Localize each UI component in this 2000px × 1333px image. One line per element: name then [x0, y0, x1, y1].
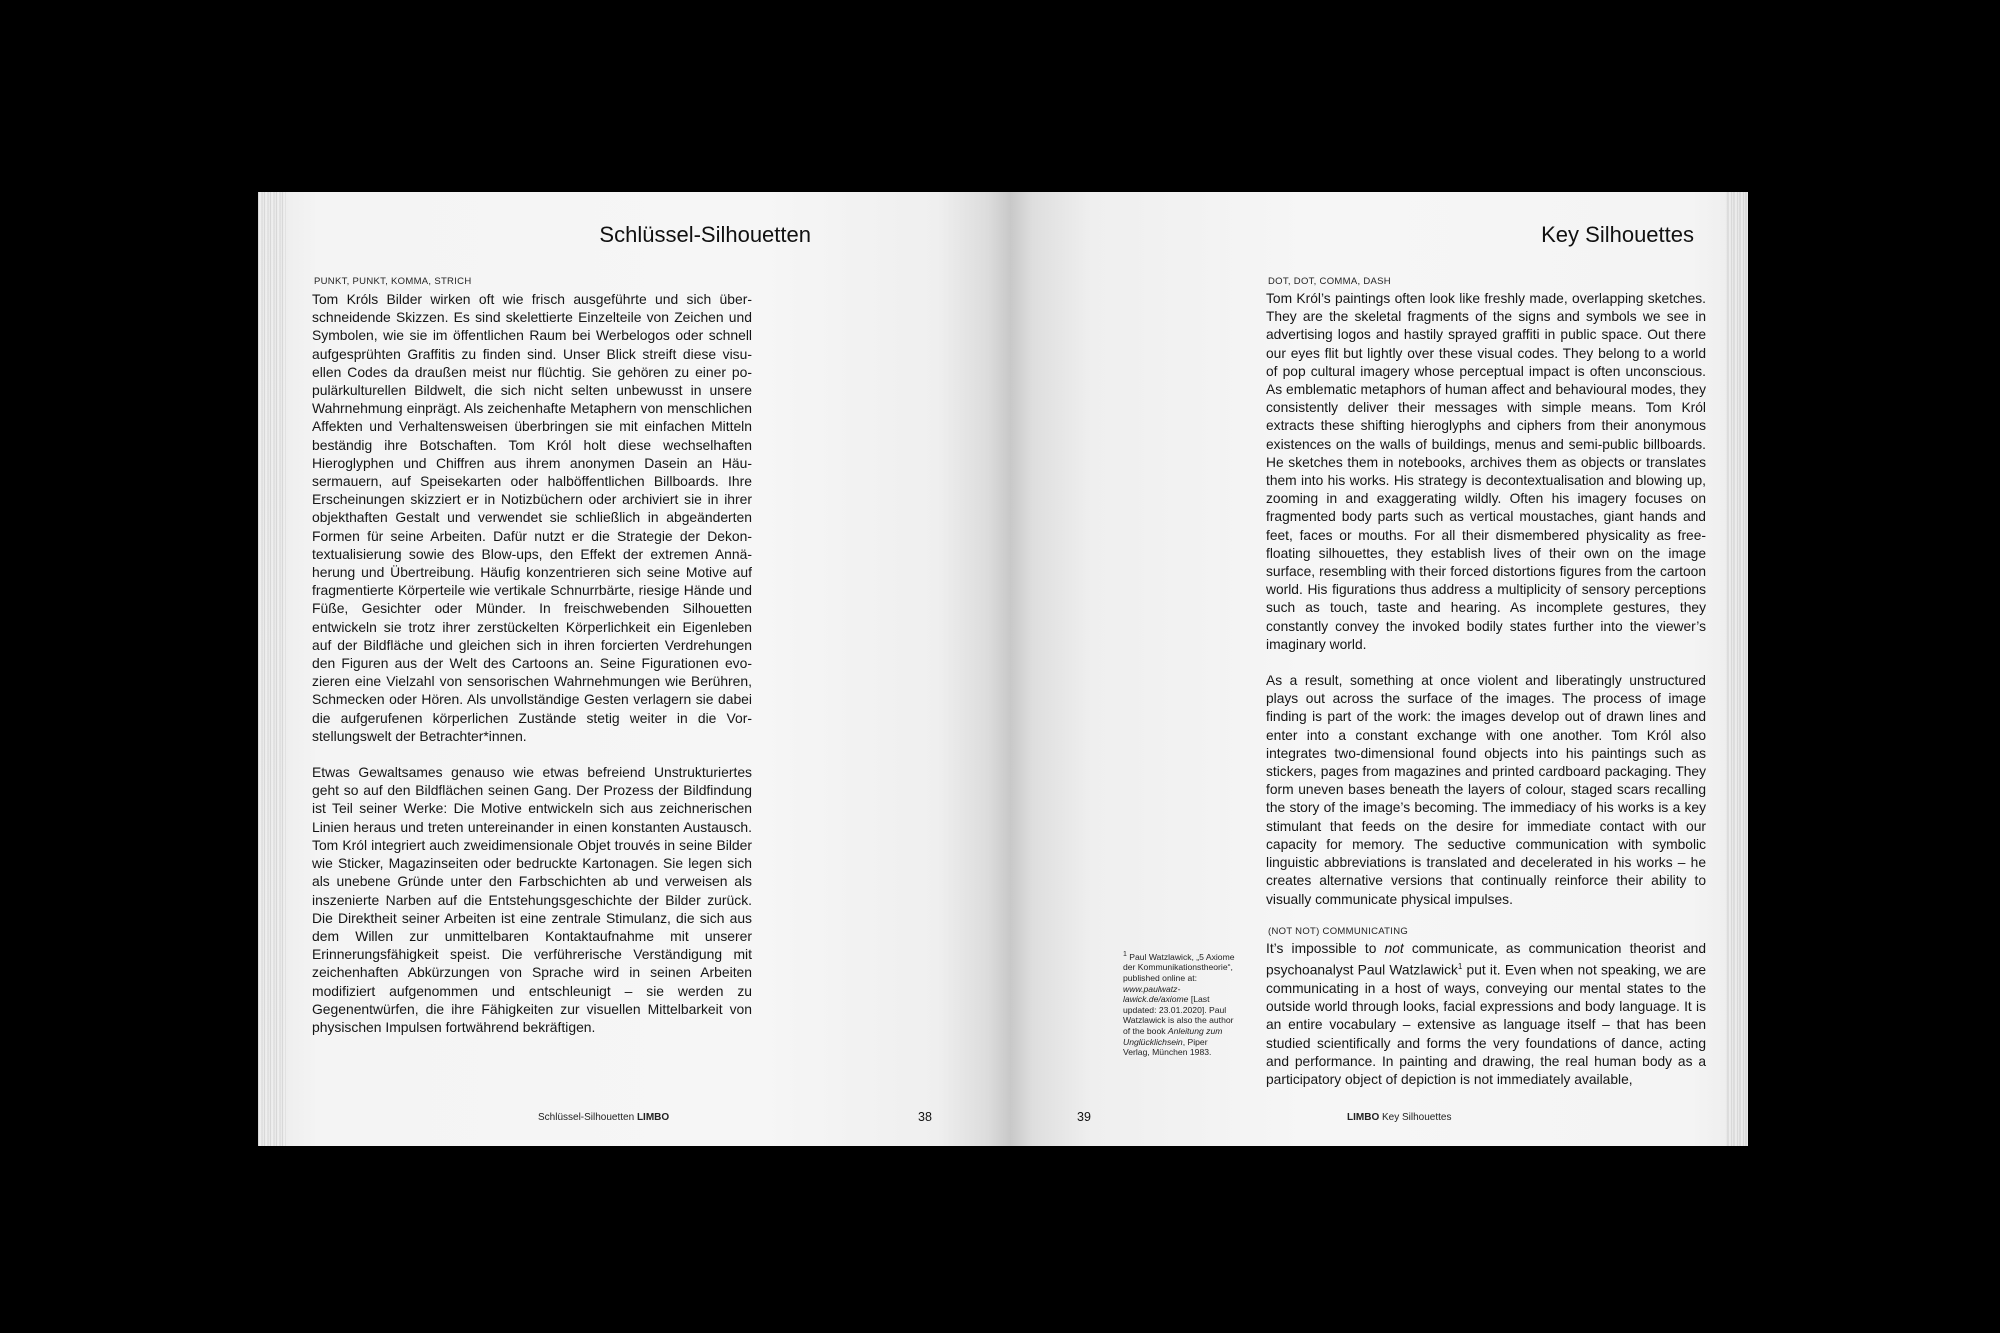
paragraph: Tom Król’s paintings often look like freshly made, overlapping sketches. They are the skeletal fragments of the signs and symbols we see in advertising logos and hastily sprayed graffiti in public space. Out there our eyes flit but lightly over these visual codes. They belong to a world of pop cultural imagery whose perceptual impact is often unconscious. As emblematic metaphors of human affect and behavioural modes, they consistently deliver their messages with simple means. Tom Król extracts these shifting hieroglyphs and ciphers from their anonymous existences on the walls of buildings, menus and semi-public billboards. He sketches them in notebooks, archives them as objects or translates them into his works. His strategy is decontextualisation and blowing up, zooming in and exaggerating wildly. Often his imagery focuses on fragmented body parts such as vertical moustaches, giant hands and feet, faces or mouths. For all their dismembered physicality as free-floating silhouettes, they establish lives of their own on the image surface, resembling with their forced distortions figures from the cartoon world. His figurations thus address a multiplicity of sensory perceptions such as touch, taste and hearing. As incomplete gestures, they constantly convey the invoked bodily states further into the viewer’s imaginary world.: [1266, 291, 1706, 652]
paragraph: Etwas Gewaltsames genauso wie etwas befreiend Unstrukturiertes geht so auf den Bildflächen seinen Gang. Der Prozess der Bildfindung ist Teil seiner Werke: Die Motive entwickeln sich aus zeichnerischen Linien heraus und treten untereinander in einen konstanten Austausch. Tom Król integriert auch zweidimensionale Objet trouvés in seine Bilder wie Sticker, Magazinseiten oder bedruckte Kartonagen. Sie legen sich als unebene Gründe unter den Farbschichten ab und verweisen als inszenierte Narben auf die Entstehungsgeschichte der Bilder zurück. Die Direktheit seiner Arbeiten ist eine zentrale Stimulanz, die sich aus dem Willen zur unmittelbaren Kontaktaufnahme mit unserer Erinnerungsfähigkeit speist. Die verführerische Verständigung mit zeichenhaften Abkürzungen von Sprache wird in seinen Arbeiten modifiziert aufgenommen und entschleunigt – sie werden zu Gegenentwürfen, die ihre Fähigkeiten zur visuellen Mittelbarkeit von physischen Impulsen fortwährend bekräftigen.: [312, 764, 752, 1035]
footnote-marker: 1: [1123, 951, 1127, 958]
paragraph: As a result, something at once violent and liberatingly unstructured plays out across the surface of the images. The process of image finding is part of the work: the images develop out of drawn lines and enter into a constant exchange with one another. Tom Król also integrates two-dimensional found objects into his paintings such as stickers, pages from magazines and printed cardboard packaging. They form uneven bases beneath the layers of colour, staged scars recalling the story of the image’s becoming. The immediacy of his works is a key stimulant that feeds on the desire for immediate contact with our capacity for memory. The seductive communication with symbolic linguistic abbreviations is translated and decelerated in his works – he creates alternative versions that continually reinforce their ability to visually communicate physical impulses.: [1266, 673, 1706, 907]
text-span: communicate, as communication theorist and psychoanalyst Paul Watzlawick: [1266, 941, 1706, 978]
body-text-right-2: [1266, 940, 1706, 1089]
footer-text: Key Silhouettes: [1382, 1112, 1452, 1123]
section-kicker-right: DOT, DOT, COMMA, DASH: [1268, 276, 1391, 287]
running-footer-left: [538, 1112, 669, 1123]
footer-brand: LIMBO: [1347, 1112, 1380, 1123]
footer-brand: LIMBO: [636, 1112, 670, 1123]
page-number-right: 39: [1077, 1110, 1091, 1124]
section-kicker-2: (NOT NOT) COMMUNICATING: [1268, 926, 1409, 937]
page-edges-right: [1726, 192, 1748, 1146]
footnote-text: Paul Watzlawick, „5 Axiome der Kommunikationstheorie“, published online at:: [1123, 951, 1235, 984]
footnote: [1123, 950, 1235, 1058]
section-kicker-left: PUNKT, PUNKT, KOMMA, STRICH: [314, 276, 472, 287]
footnote-text: , Piper Verlag, München 1983.: [1123, 1036, 1212, 1058]
emphasis: not: [1384, 941, 1404, 956]
text-span: It’s impossible to: [1266, 941, 1385, 956]
footnote-link: www.paulwatzlawick.de/axiome: [1123, 983, 1189, 1005]
page-title-left: Schlüssel-Silhouetten: [599, 222, 811, 247]
footer-text: Schlüssel-Silhouetten: [538, 1112, 635, 1123]
footnote-book-title: Anleitung zum Unglücklichsein: [1123, 1026, 1223, 1047]
text-span: put it. Even when not speaking, we are communicating in a host of ways, conveying our mental states to the outside world through looks, facial expressions and body language. It is an entire vocabulary – extensive as language itself – that has been studied scientifically and forms the very foundations of dance, acting and performance. In painting and drawing, the real human body as a participatory object of depiction is not immediately available,: [1266, 962, 1706, 1088]
paragraph: [1266, 940, 1706, 1089]
page-title-right: Key Silhouettes: [1541, 222, 1694, 247]
footnote-text: [Last updated: 23.01.2020]. Paul Watzlawick is also the author of the book: [1123, 994, 1234, 1037]
book-spread: [258, 192, 1748, 1146]
footnote-ref: 1: [1457, 962, 1463, 972]
page-edges-left: [258, 192, 286, 1146]
paragraph: Tom Króls Bilder wirken oft wie frisch ausgeführte und sich überschneidende Skizzen. Es sind skelettierte Einzelteile von Zeichen und Symbolen, wie sie im öffentlichen Raum bei Werbelogos oder schnell aufgesprühten Graffitis zu finden sind. Unser Blick streift diese visuellen Codes da draußen meist nur flüchtig. Sie gehören zu einer populärkulturellen Bildwelt, die sich nicht selten unbewusst in unsere Wahrnehmung einprägt. Als zeichenhafte Metaphern von menschlichen Affekten und Verhaltensweisen überbringen sie mit einfachen Mitteln beständig ihre Botschaften. Tom Król holt diese wechselhaften Hieroglyphen und Chiffren aus ihrem anonymen Dasein an Häusermauern, auf Speisekarten oder halböffentlichen Billboards. Ihre Erscheinungen skizziert er in Notizbüchern oder archiviert sie in ihrer objekthaften Gestalt und verwendet sie schließlich in abgeänderten Formen für seine Arbeiten. Dafür nutzt er die Strategie der Dekontextualisierung sowie des Blow-ups, den Effekt der extremen Annäherung und Übertreibung. Häufig konzentrieren sich seine Motive auf fragmentierte Körperteile wie vertikale Schnurrbärte, riesige Hände und Füße, Gesichter oder Münder. In freischwebenden Silhouetten entwickeln sie trotz ihrer zerstückelten Körperlichkeit ein Eigenleben auf der Bildfläche und gleichen sich in ihren forcierten Verdrehungen den Figuren aus der Welt des Cartoons an. Seine Figurationen evozieren eine Vielzahl von sensorischen Wahrnehmungen wie Berühren, Schmecken oder Hören. Als unvollständige Gesten verlagern sie dabei die aufgerufenen körperlichen Zustände stetig weiter in die Vorstellungswelt der Betrachter*innen.: [312, 291, 752, 744]
left-page: [258, 192, 1011, 1146]
body-text-right: [1266, 290, 1706, 909]
body-text-left: [312, 290, 752, 1036]
page-number-left: 38: [918, 1110, 932, 1124]
running-footer-right: [1347, 1112, 1452, 1123]
right-page: [1011, 192, 1748, 1146]
